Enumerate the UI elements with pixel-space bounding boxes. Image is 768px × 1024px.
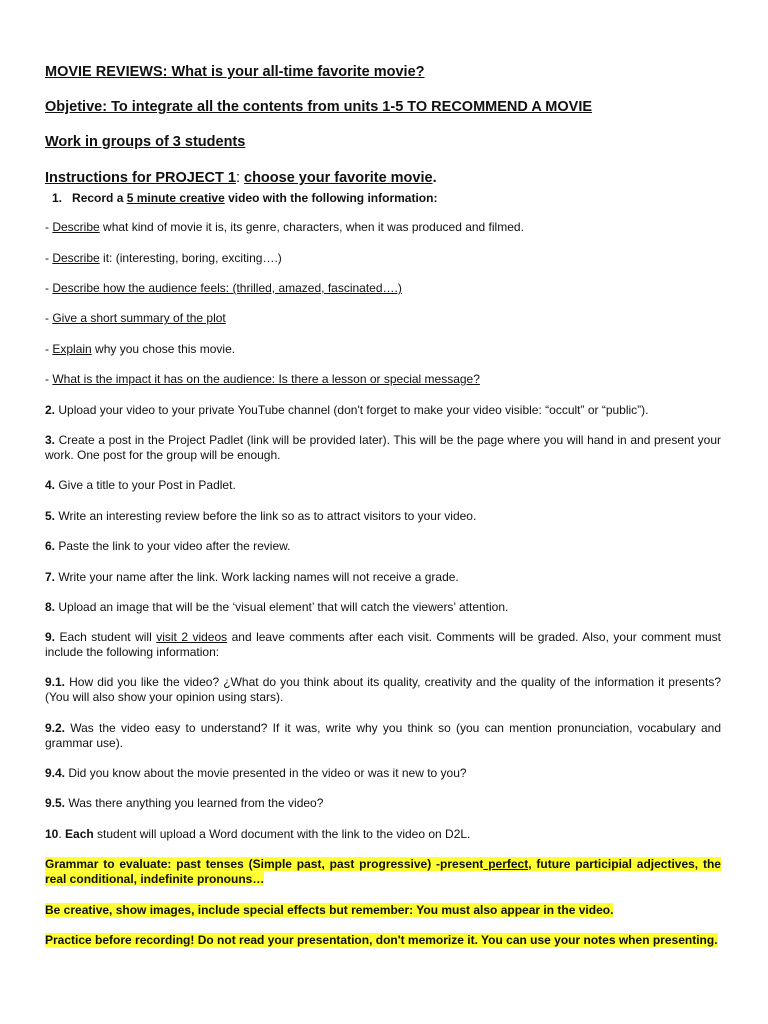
bullet-explain	[45, 342, 721, 357]
step-text: student will upload a Word document with the link to the video on D2L.	[93, 827, 471, 841]
step-text: Was the video easy to understand? If it was, write why you think so (you can mention pronunciation, vocabulary and grammar use).	[45, 721, 721, 750]
step-num: 9.	[45, 630, 56, 644]
bullet-dash: -	[45, 220, 53, 234]
creative-text: Be creative, show images, include special effects but remember: You must also appear in the video.	[45, 903, 614, 917]
bullet-dash: -	[45, 281, 53, 295]
bullet-link: Give a short summary of the plot	[52, 311, 226, 325]
step-num: 6.	[45, 539, 56, 553]
bullet-link: Describe how the audience feels: (thrilled, amazed, fascinated….)	[52, 281, 402, 295]
step-4	[45, 478, 721, 493]
step-5	[45, 509, 721, 524]
step-6	[45, 539, 721, 554]
step-text: Create a post in the Project Padlet (link will be provided later). This will be the page where you will hand in and present your work. One post for the group will be enough.	[45, 433, 721, 462]
step-num: 2.	[45, 403, 56, 417]
step-text: Give a title to your Post in Padlet.	[55, 478, 236, 492]
bullet-dash: -	[45, 372, 53, 386]
bullet-describe	[45, 251, 721, 266]
grammar-underlined: perfect	[483, 857, 529, 871]
step-10	[45, 827, 721, 842]
creative-note	[45, 903, 721, 918]
practice-text: Practice before recording! Do not read your presentation, don't memorize it. You can use your notes when presenting.	[45, 933, 718, 947]
grammar-pre: Grammar to evaluate: past tenses (Simple past, past progressive) -present	[45, 857, 484, 871]
step-8	[45, 600, 721, 615]
step-text: How did you like the video? ¿What do you think about its quality, creativity and the quality of the information it presents? (You will also show your opinion using stars).	[45, 675, 721, 704]
bullet-genre	[45, 220, 721, 235]
step-1-num: 1.	[52, 191, 63, 205]
step-num: 9.4.	[45, 766, 66, 780]
step-num: 10	[45, 827, 59, 841]
bullet-link: Explain	[52, 342, 92, 356]
step-2	[45, 403, 721, 418]
step-text: Upload your video to your private YouTube channel (don't forget to make your video visible: “occult” or “public”).	[55, 403, 649, 417]
step-num: 9.5.	[45, 796, 66, 810]
substep-9-2	[45, 721, 721, 751]
step-9-post: and leave comments after each visit. Comments will be graded. Also, your comment must include the following information:	[45, 630, 721, 659]
instructions-heading	[45, 170, 437, 186]
step-10-dot: .	[58, 827, 66, 841]
bullet-text: it: (interesting, boring, exciting….)	[99, 251, 282, 265]
groups-heading: Work in groups of 3 students	[45, 134, 246, 150]
step-text: Write an interesting review before the link so as to attract visitors to your video.	[55, 509, 477, 523]
objective-heading: Objetive: To integrate all the contents from units 1-5 TO RECOMMEND A MOVIE	[45, 99, 593, 115]
bullet-link: Describe	[52, 220, 100, 234]
bullet-link: What is the impact it has on the audience: Is there a lesson or special message?	[52, 372, 480, 386]
bullet-summary	[45, 311, 721, 326]
practice-note	[45, 933, 721, 948]
step-10-bold: Each	[65, 827, 94, 841]
instructions-label: Instructions for PROJECT 1	[45, 170, 236, 186]
step-num: 5.	[45, 509, 56, 523]
step-num: 7.	[45, 570, 56, 584]
step-num: 4.	[45, 478, 56, 492]
step-1-underlined: 5 minute creative	[126, 191, 225, 205]
substep-9-5	[45, 796, 721, 811]
step-text: Paste the link to your video after the review.	[55, 539, 291, 553]
step-7	[45, 570, 721, 585]
grammar-post: , future participial adjectives, the real conditional, indefinite pronouns…	[45, 857, 721, 886]
step-1	[52, 191, 728, 206]
grammar-note	[45, 857, 721, 887]
step-9-underlined: visit 2 videos	[156, 630, 228, 644]
step-9	[45, 630, 721, 660]
bullet-link: Describe	[52, 251, 100, 265]
step-1-post: video with the following information:	[228, 191, 438, 205]
step-text: Did you know about the movie presented in the video or was it new to you?	[65, 766, 467, 780]
substep-9-4	[45, 766, 721, 781]
step-num: 9.1.	[45, 675, 66, 689]
bullet-text: what kind of movie it is, its genre, characters, when it was produced and filmed.	[99, 220, 524, 234]
step-3	[45, 433, 721, 463]
step-9-pre: Each student will	[55, 630, 157, 644]
bullet-text: why you chose this movie.	[91, 342, 236, 356]
step-num: 3.	[45, 433, 56, 447]
page-title: MOVIE REVIEWS: What is your all-time favorite movie?	[45, 64, 425, 80]
instructions-action: choose your favorite movie	[244, 170, 433, 186]
step-text: Upload an image that will be the ‘visual element’ that will catch the viewers’ attention.	[55, 600, 509, 614]
step-text: Was there anything you learned from the video?	[65, 796, 324, 810]
bullet-impact	[45, 372, 721, 387]
bullet-dash: -	[45, 251, 53, 265]
step-text: Write your name after the link. Work lacking names will not receive a grade.	[55, 570, 459, 584]
bullet-dash: -	[45, 342, 53, 356]
substep-9-1	[45, 675, 721, 705]
step-num: 8.	[45, 600, 56, 614]
step-num: 9.2.	[45, 721, 66, 735]
bullet-dash: -	[45, 311, 53, 325]
bullet-audience	[45, 281, 721, 296]
instructions-colon: :	[235, 170, 240, 186]
instructions-period: .	[432, 170, 437, 186]
step-1-pre: Record a	[72, 191, 124, 205]
